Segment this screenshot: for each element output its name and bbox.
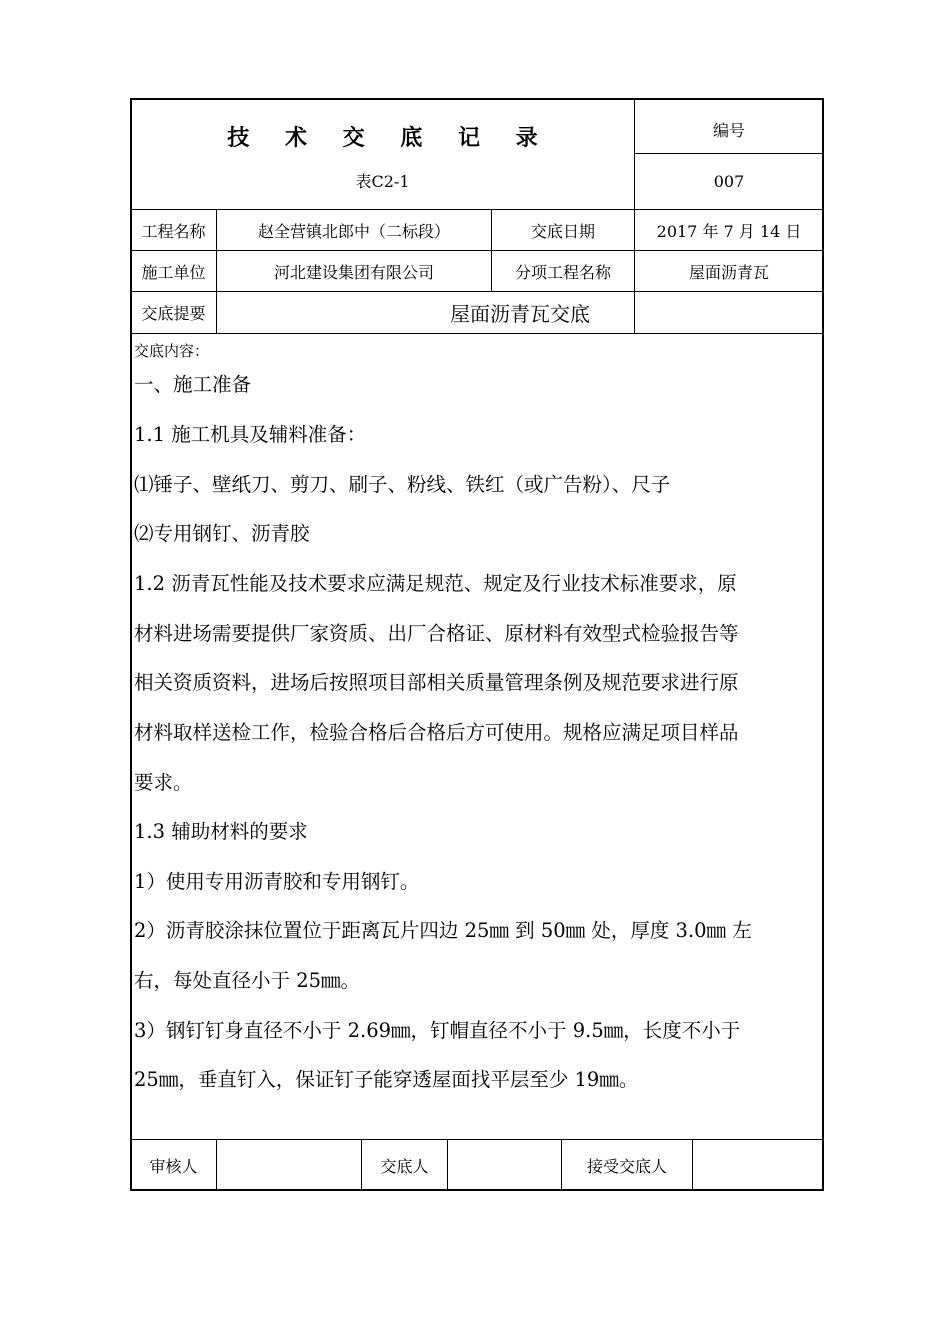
content-line: 材料进场需要提供厂家资质、出厂合格证、原材料有效型式检验报告等: [134, 622, 739, 645]
content-line: ⑴锤子、壁纸刀、剪刀、刷子、粉线、铁红（或广告粉）、尺子: [134, 473, 671, 496]
content-line: 3）钢钉钉身直径不小于 2.69㎜，钉帽直径不小于 9.5㎜，长度不小于: [134, 1019, 741, 1042]
content-line: 1.3 辅助材料的要求: [134, 820, 308, 843]
reviewer-field: [217, 1140, 361, 1190]
rule-number-divider: [635, 153, 823, 154]
receiver-label: 接受交底人: [586, 1156, 667, 1176]
form-number: 表C2-1: [355, 171, 410, 191]
discloser-label: 交底人: [380, 1156, 429, 1176]
content-line: 要求。: [134, 771, 193, 794]
content-line: ⑵专用钢钉、沥青胶: [134, 522, 310, 545]
summary-label: 交底提要: [141, 304, 206, 323]
unit-label: 施工单位: [141, 262, 206, 282]
sub-project-label: 分项工程名称: [514, 262, 611, 282]
content-line: 材料取样送检工作，检验合格后合格后方可使用。规格应满足项目样品: [134, 721, 739, 744]
content-line: 1.1 施工机具及辅料准备：: [134, 423, 367, 446]
unit-value: 河北建设集团有限公司: [273, 262, 434, 282]
content-line: 1.2 沥青瓦性能及技术要求应满足规范、规定及行业技术标准要求，原: [134, 572, 737, 595]
content-line: 25㎜，垂直钉入，保证钉子能穿透屋面找平层至少 19㎜。: [134, 1068, 639, 1091]
content-line: 右，每处直径小于 25㎜。: [134, 969, 361, 992]
number-value: 007: [713, 171, 745, 191]
content-line: 相关资质资料，进场后按照项目部相关质量管理条例及规范要求进行原: [134, 671, 739, 694]
content-label: 交底内容：: [134, 342, 210, 360]
rule-summary-bottom: [131, 333, 823, 334]
content-line: 2）沥青胶涂抹位置位于距离瓦片四边 25㎜ 到 50㎜ 处，厚度 3.0㎜ 左: [134, 919, 752, 942]
project-name-label: 工程名称: [141, 221, 206, 241]
discloser-field: [448, 1140, 561, 1190]
reviewer-label: 审核人: [149, 1156, 198, 1176]
project-name-value: 赵全营镇北郎中（二标段）: [257, 221, 450, 241]
content-line: 1）使用专用沥青胶和专用钢钉。: [134, 870, 420, 893]
summary-value: 屋面沥青瓦交底: [450, 302, 590, 326]
receiver-field: [693, 1140, 823, 1190]
date-value: 2017 年 7 月 14 日: [656, 221, 802, 241]
document-title: 技 术 交 底 记 录: [227, 124, 552, 151]
number-label: 编号: [712, 120, 745, 140]
sub-project-value: 屋面沥青瓦: [688, 262, 769, 282]
date-label: 交底日期: [530, 221, 595, 241]
content-line: 一、施工准备: [134, 373, 252, 396]
